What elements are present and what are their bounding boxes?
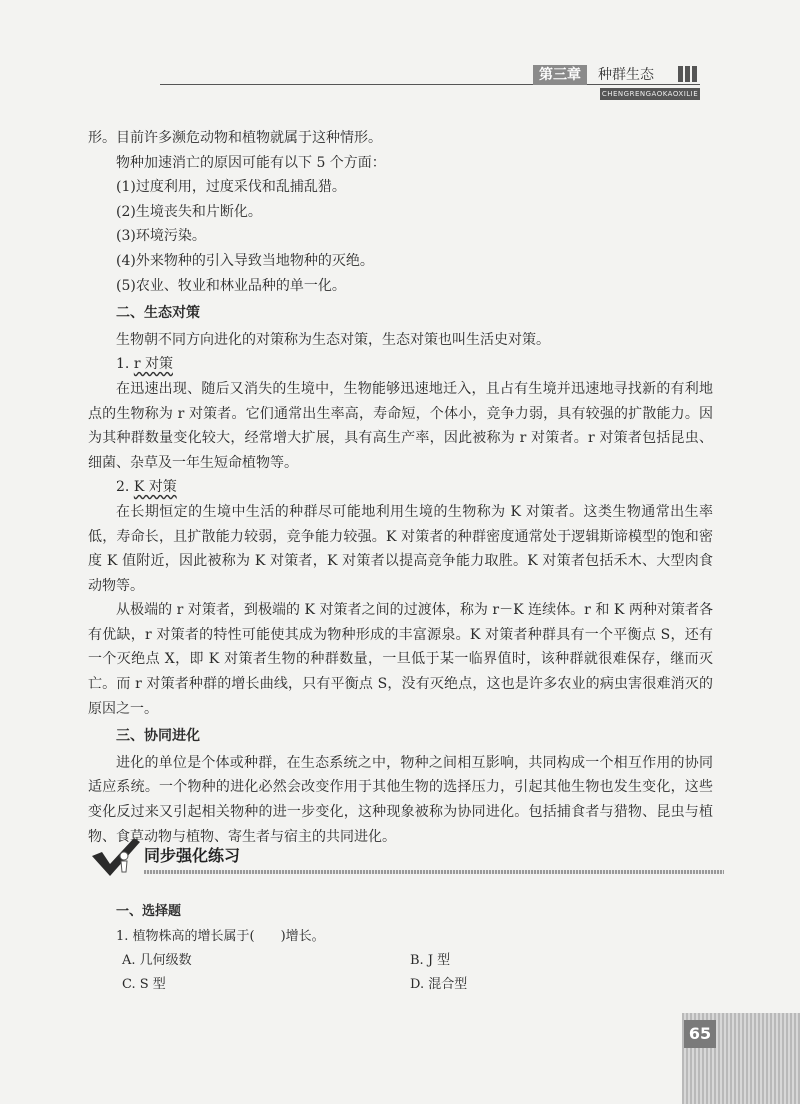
mcq-heading: 一、选择题 <box>116 904 182 919</box>
header-rule <box>160 84 700 85</box>
main-text <box>88 126 713 849</box>
coevolution-paragraph: 进化的单位是个体或种群，在生态系统之中，物种之间相互影响，共同构成一个相互作用的协同适应系统。一个物种的进化必然会改变作用于其他生物的选择压力，引起其他生物也发生变化，这些变化反过来又引起相关物种的进一步变化，这种现象被称为协同进化。包括捕食者与猎物、昆虫与植物、食草动物与植物、寄生者与宿主的共同进化。 <box>88 754 713 845</box>
option-row <box>88 973 713 997</box>
option-b: B. J 型 <box>410 952 451 968</box>
option-a: A. 几何级数 <box>122 952 192 968</box>
chapter-title: 种群生态 <box>598 67 654 83</box>
practice-banner <box>88 834 713 878</box>
series-pinyin: CHENGRENGAOKAOXILIE <box>601 90 699 98</box>
practice-rule <box>144 870 724 874</box>
subheading-text: r 对策 <box>133 356 173 373</box>
k-strategy-paragraph: 在长期恒定的生境中生活的种群尽可能地利用生境的生物称为 K 对策者。这类生物通常出生率低，寿命长，且扩散能力较弱，竞争能力较强。K 对策者的种群密度通常处于逻辑斯谛模型的饱和密度 K 值附近，因此被称为 K 对策者，K 对策者以提高竞争能力取胜。K 对策者包括禾木、大型肉食动物等。 <box>88 503 713 594</box>
subheading-r-strategy <box>88 352 713 377</box>
subheading-number: 2. <box>116 479 130 496</box>
subheading-text: K 对策 <box>133 479 177 496</box>
option-d: D. 混合型 <box>410 976 468 992</box>
strategies-definition: 生物朝不同方向进化的对策称为生态对策，生态对策也叫生活史对策。 <box>116 331 550 348</box>
mcq-section <box>88 900 713 997</box>
practice-title: 同步强化练习 <box>144 846 241 865</box>
cause-item: (2)生境丧失和片断化。 <box>116 203 262 220</box>
rk-continuum-paragraph: 从极端的 r 对策者，到极端的 K 对策者之间的过渡体，称为 r－K 连续体。r 和 K 两种对策者各有优缺，r 对策者的特性可能使其成为物种形成的丰富源泉。K 对策者种群具有一个平衡点 S，还有一个灭绝点 X，即 K 对策者生物的种群数量，一旦低于某一临界值时，该种群就很难保存，继而灭亡。而 r 对策者种群的增长曲线，只有平衡点 S，没有灭绝点，这也是许多农业的病虫害很难消灭的原因之一。 <box>88 602 713 717</box>
header-bars-decoration <box>678 66 699 86</box>
cause-item: (4)外来物种的引入导致当地物种的灭绝。 <box>116 252 374 269</box>
option-c: C. S 型 <box>122 976 166 992</box>
causes-intro: 物种加速消亡的原因可能有以下 5 个方面： <box>116 154 386 171</box>
section-heading-strategies: 二、生态对策 <box>116 305 200 322</box>
cause-item: (3)环境污染。 <box>116 228 206 245</box>
subheading-k-strategy <box>88 475 713 500</box>
chapter-label: 第三章 <box>533 65 587 85</box>
r-strategy-paragraph: 在迅速出现、随后又消失的生境中，生物能够迅速地迁入，且占有生境并迅速地寻找新的有利地点的生物称为 r 对策者。它们通常出生率高，寿命短，个体小，竞争力弱，具有较强的扩散能力。因为其种群数量变化较大，经常增大扩展，具有高生产率，因此被称为 r 对策者。r 对策者包括昆虫、细菌、杂草及一年生短命植物等。 <box>88 380 713 471</box>
cause-item: (5)农业、牧业和林业品种的单一化。 <box>116 277 346 294</box>
intro-line: 形。目前许多濒危动物和植物就属于这种情形。 <box>88 130 382 146</box>
section-heading-coevolution: 三、协同进化 <box>116 728 200 745</box>
subheading-number: 1. <box>116 356 130 373</box>
question-stem: 1. 植物株高的增长属于( )增长。 <box>116 928 325 944</box>
checkmark-person-icon <box>88 834 144 878</box>
cause-item: (1)过度利用，过度采伐和乱捕乱猎。 <box>116 179 346 196</box>
option-row <box>88 949 713 973</box>
page-number: 65 <box>684 1020 716 1048</box>
